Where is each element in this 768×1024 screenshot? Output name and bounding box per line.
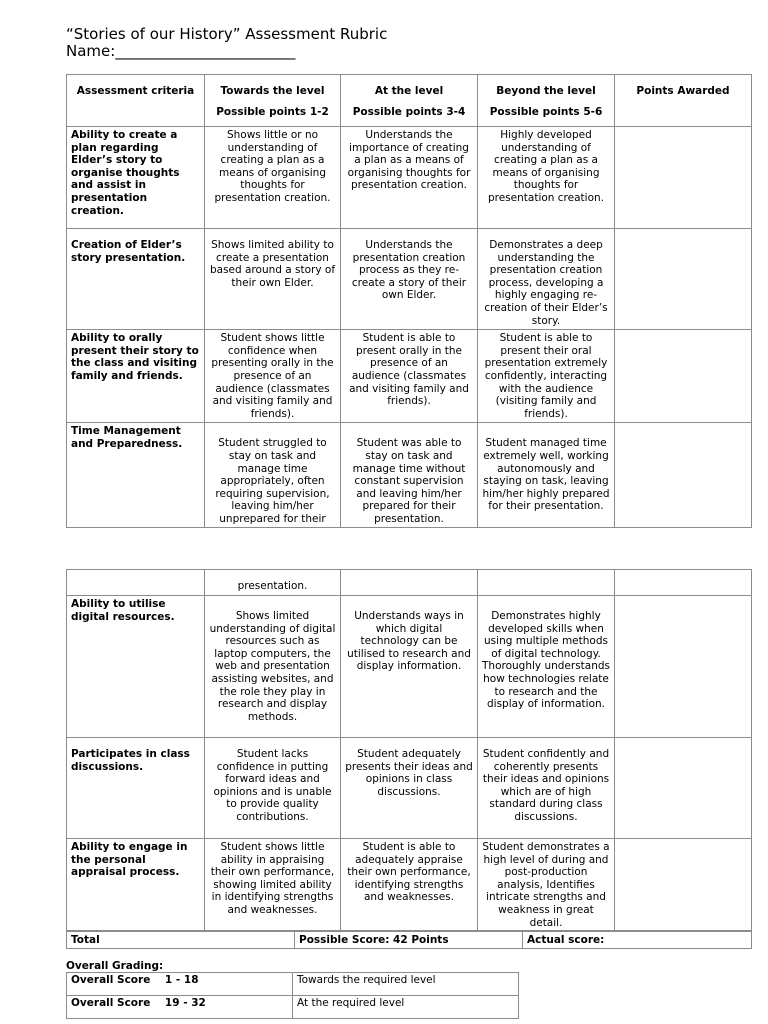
beyond-cell: Demonstrates highly developed skills when using multiple methods of digital technology. Thoroughly understands how technologies relate to research and the display of information. xyxy=(478,596,615,738)
towards-cell: Shows limited ability to create a presentation based around a story of their own Elder. xyxy=(205,229,341,330)
header-points-awarded: Points Awarded xyxy=(615,75,752,127)
points-awarded-cell[interactable] xyxy=(615,738,752,839)
header-at: At the level Possible points 3-4 xyxy=(341,75,478,127)
criterion-cell: Time Management and Preparedness. xyxy=(67,423,205,528)
rubric-table-page1 xyxy=(66,74,752,528)
table-row xyxy=(67,229,752,330)
criterion-cell: Creation of Elder’s story presentation. xyxy=(67,229,205,330)
header-beyond: Beyond the level Possible points 5-6 xyxy=(478,75,615,127)
level-description: At the required level xyxy=(293,996,519,1019)
possible-score: Possible Score: 42 Points xyxy=(295,931,523,949)
beyond-cell xyxy=(478,570,615,596)
header-towards: Towards the level Possible points 1-2 xyxy=(205,75,341,127)
criterion-cell: Ability to engage in the personal appraisal process. xyxy=(67,839,205,932)
at-cell: Understands ways in which digital technology can be utilised to research and display information. xyxy=(341,596,478,738)
towards-cell: presentation. xyxy=(205,570,341,596)
score-range: Overall Score 19 - 32 xyxy=(67,996,293,1019)
header-row xyxy=(67,75,752,127)
table-row xyxy=(67,738,752,839)
total-label: Total xyxy=(67,931,295,949)
points-awarded-cell[interactable] xyxy=(615,839,752,932)
points-awarded-cell[interactable] xyxy=(615,570,752,596)
table-row xyxy=(67,423,752,528)
towards-cell: Shows little or no understanding of creating a plan as a means of organising thoughts for presentation creation. xyxy=(205,127,341,229)
towards-cell: Student shows little ability in appraising their own performance, showing limited ability in identifying strengths and weaknesses. xyxy=(205,839,341,932)
total-row xyxy=(66,930,752,949)
at-cell xyxy=(341,570,478,596)
beyond-cell: Student demonstrates a high level of during and post-production analysis, Identifies intricate strengths and weakness in great detail. xyxy=(478,839,615,932)
criterion-cell: Ability to orally present their story to the class and visiting family and friends. xyxy=(67,330,205,423)
document-title: “Stories of our History” Assessment Rubric xyxy=(66,25,388,43)
table-row xyxy=(67,839,752,932)
continuation-row xyxy=(67,570,752,596)
at-cell: Student was able to stay on task and manage time without constant supervision and leaving him/her prepared for their presentation. xyxy=(341,423,478,528)
table-row xyxy=(67,127,752,229)
score-range: Overall Score 1 - 18 xyxy=(67,973,293,996)
name-label: Name: xyxy=(66,42,116,60)
beyond-cell: Student is able to present their oral presentation extremely confidently, interacting with the audience (visiting family and friends). xyxy=(478,330,615,423)
table-row xyxy=(67,596,752,738)
towards-cell: Student lacks confidence in putting forward ideas and opinions and is unable to provide quality contributions. xyxy=(205,738,341,839)
criterion-cell: Participates in class discussions. xyxy=(67,738,205,839)
at-cell: Student adequately presents their ideas and opinions in class discussions. xyxy=(341,738,478,839)
beyond-cell: Demonstrates a deep understanding the presentation creation process, developing a highly engaging re-creation of their Elder’s story. xyxy=(478,229,615,330)
points-awarded-cell[interactable] xyxy=(615,229,752,330)
points-awarded-cell[interactable] xyxy=(615,127,752,229)
points-awarded-cell[interactable] xyxy=(615,330,752,423)
beyond-cell: Student confidently and coherently presents their ideas and opinions which are of high standard during class discussions. xyxy=(478,738,615,839)
towards-cell: Student struggled to stay on task and manage time appropriately, often requiring supervision, leaving him/her unprepared for their xyxy=(205,423,341,528)
table-row xyxy=(67,330,752,423)
name-field[interactable] xyxy=(66,42,295,60)
overall-grading-label: Overall Grading: xyxy=(66,960,164,972)
at-cell: Understands the presentation creation process as they re-create a story of their own Elder. xyxy=(341,229,478,330)
points-awarded-cell[interactable] xyxy=(615,596,752,738)
criterion-cell: Ability to create a plan regarding Elder’s story to organise thoughts and assist in presentation creation. xyxy=(67,127,205,229)
header-criteria: Assessment criteria xyxy=(67,75,205,127)
beyond-cell: Student managed time extremely well, working autonomously and staying on task, leaving him/her highly prepared for their presentation. xyxy=(478,423,615,528)
actual-score-field[interactable]: Actual score: xyxy=(523,931,752,949)
beyond-cell: Highly developed understanding of creating a plan as a means of organising thoughts for presentation creation. xyxy=(478,127,615,229)
points-awarded-cell[interactable] xyxy=(615,423,752,528)
at-cell: Understands the importance of creating a plan as a means of organising thoughts for presentation creation. xyxy=(341,127,478,229)
overall-grading-table xyxy=(66,972,519,1019)
towards-cell: Student shows little confidence when presenting orally in the presence of an audience (classmates and visiting family and friends). xyxy=(205,330,341,423)
at-cell: Student is able to adequately appraise their own performance, identifying strengths and weaknesses. xyxy=(341,839,478,932)
towards-cell: Shows limited understanding of digital resources such as laptop computers, the web and presentation assisting websites, and the role they play in research and display methods. xyxy=(205,596,341,738)
level-description: Towards the required level xyxy=(293,973,519,996)
name-blank-line: ________________________ xyxy=(115,42,296,60)
at-cell: Student is able to present orally in the presence of an audience (classmates and visiting family and friends). xyxy=(341,330,478,423)
rubric-table-page2 xyxy=(66,569,752,932)
table-row xyxy=(67,973,519,996)
table-row xyxy=(67,996,519,1019)
criterion-cell xyxy=(67,570,205,596)
criterion-cell: Ability to utilise digital resources. xyxy=(67,596,205,738)
